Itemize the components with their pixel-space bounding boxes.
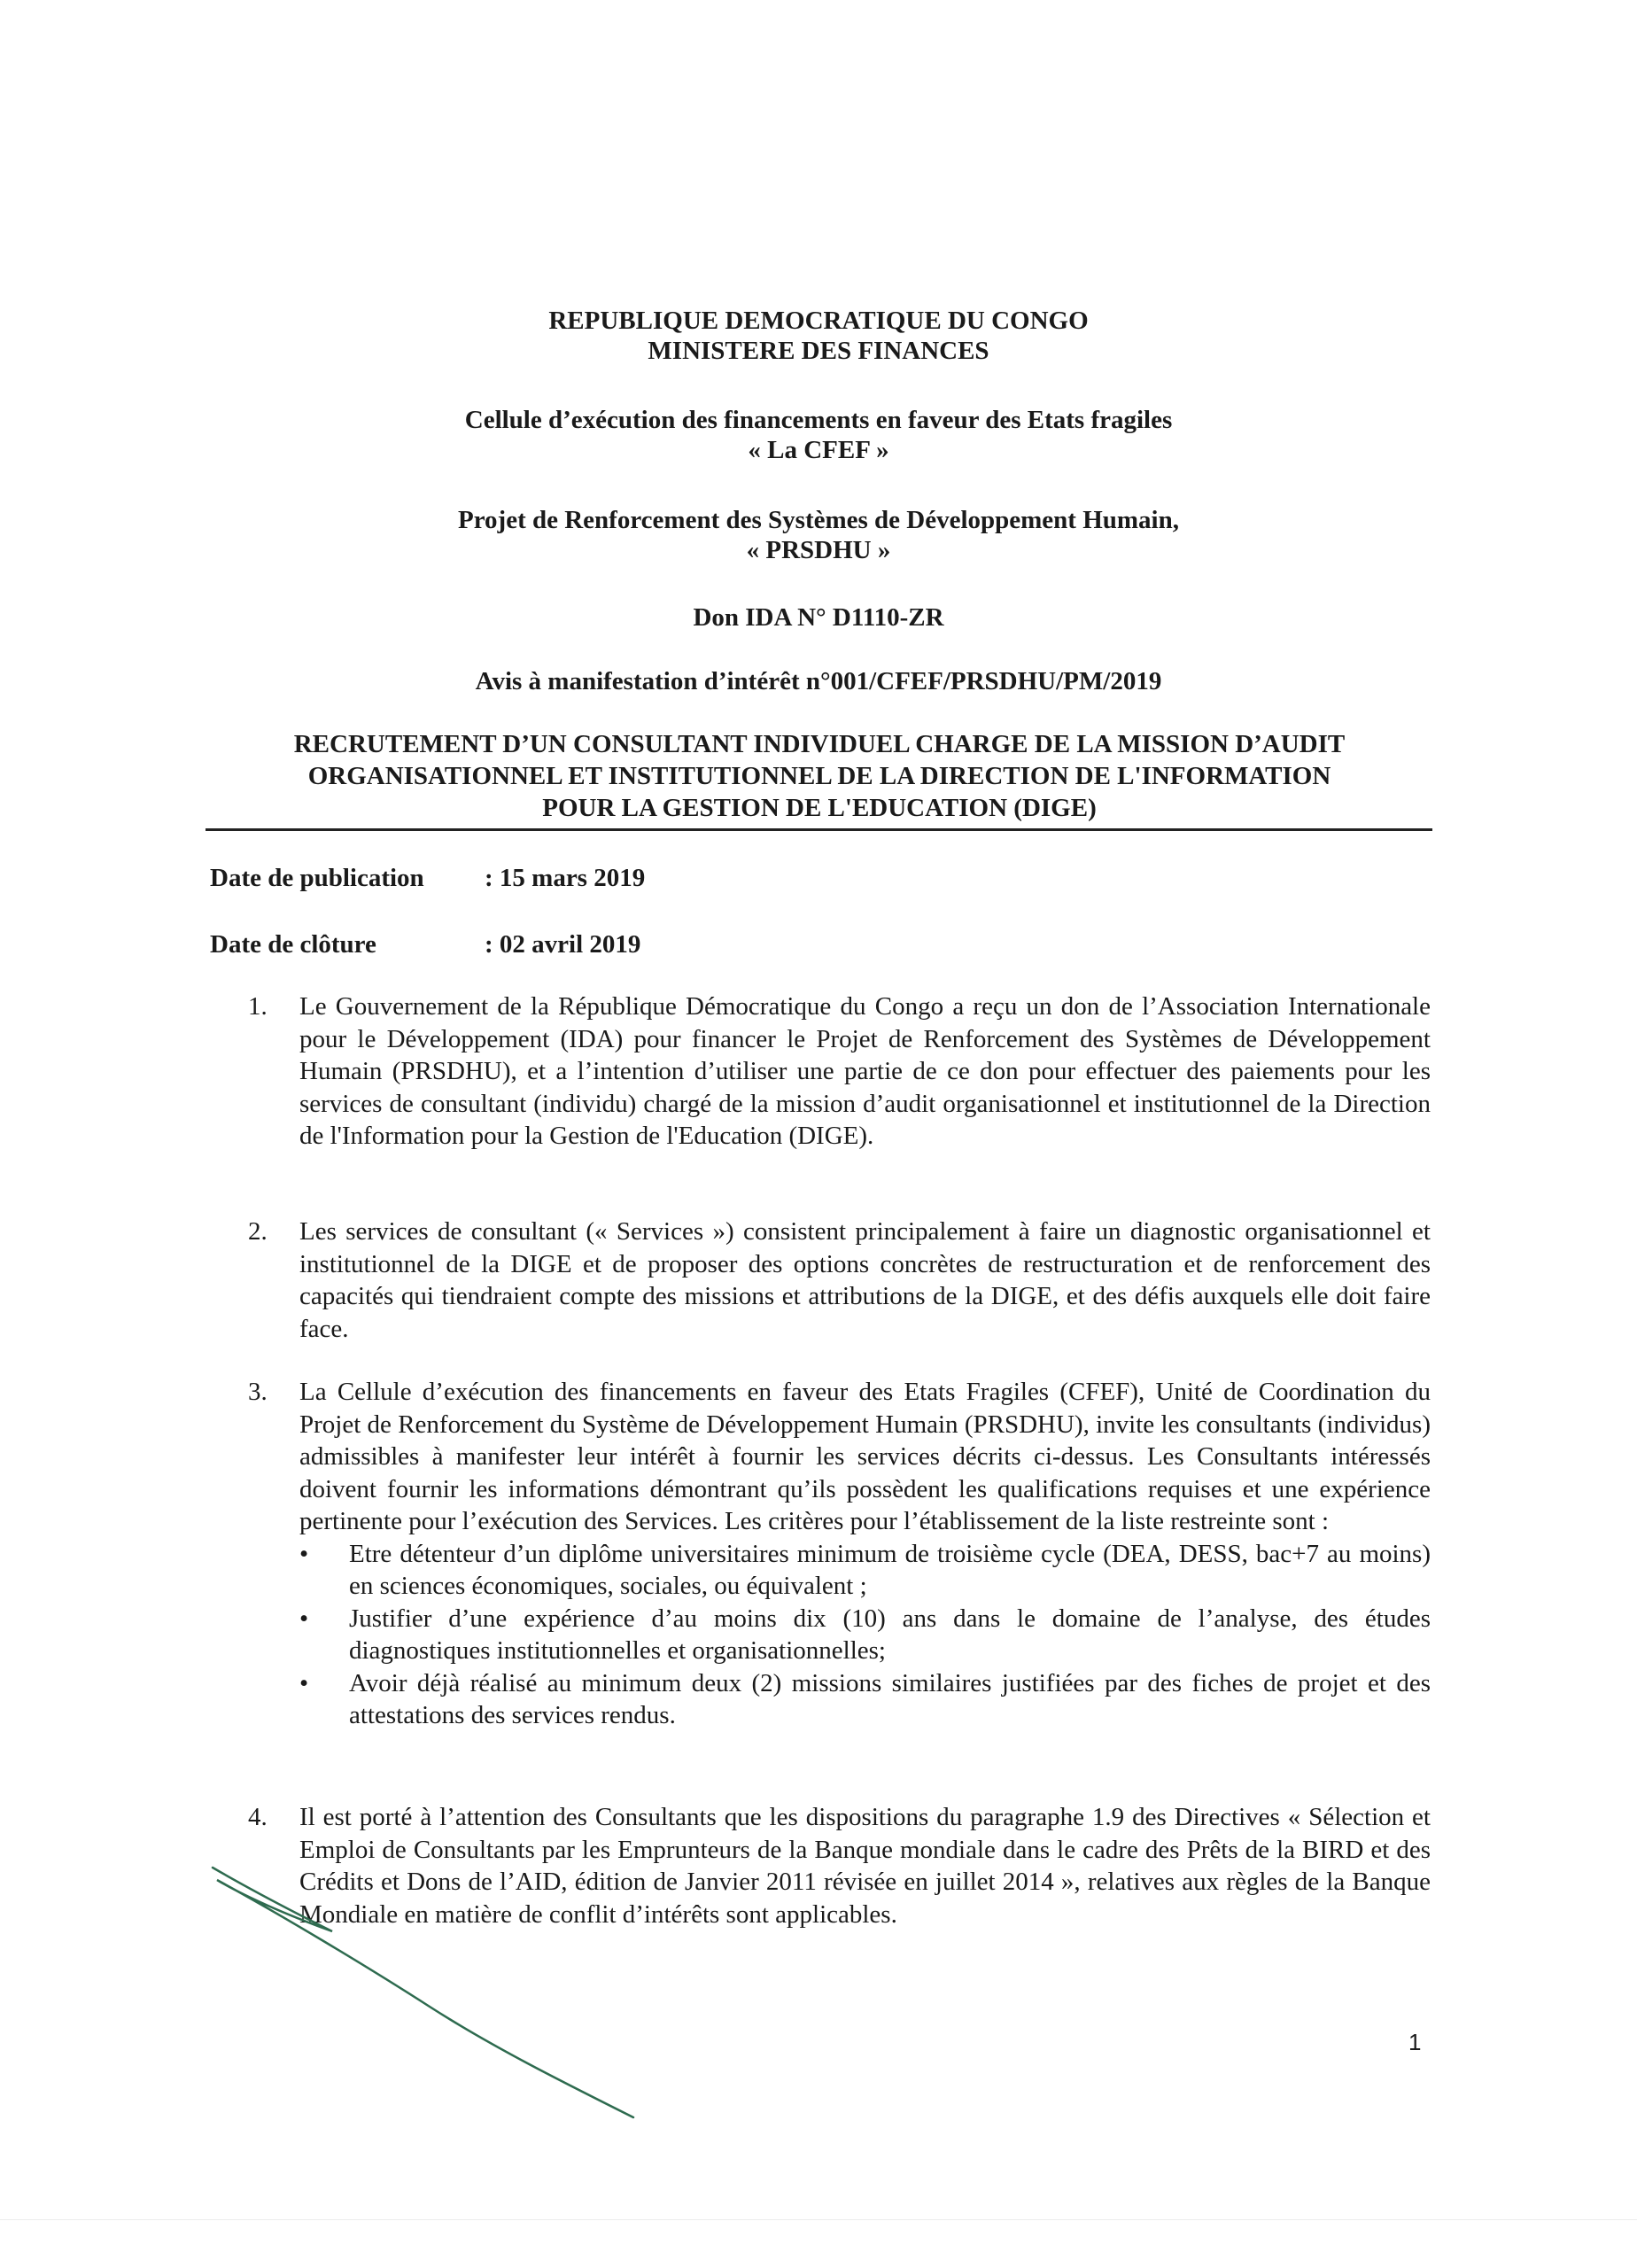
publication-date-value: : 15 mars 2019 [485, 864, 646, 892]
list-item-text: Avoir déjà réalisé au minimum deux (2) missions similaires justifiées par des fiches de projet et des attestations des services rendus. [349, 1668, 1431, 1729]
country-heading [0, 306, 1637, 366]
notice-reference: Avis à manifestation d’intérêt n°001/CFEF/PRSDHU/PM/2019 [475, 667, 1162, 695]
bullet-icon: • [299, 1604, 309, 1633]
list-item [299, 1667, 1431, 1732]
publication-date-row [210, 864, 645, 893]
list-item [299, 1538, 1431, 1603]
paragraph-3 [248, 1376, 1431, 1732]
paragraph-text: Le Gouvernement de la République Démocratique du Congo a reçu un don de l’Association Internationale pour le Développement (IDA) pour financer le Projet de Renforcement des Systèmes de Développement Humain (PRSDHU), et a l’intention d’utiliser une partie de ce don pour effectuer des paiements pour les services de consultant (individu) chargé de la mission d’audit organisationnel et institutionnel de la Direction de l'Information pour la Gestion de l'Education (DIGE). [299, 992, 1431, 1150]
title-line-3: POUR LA GESTION DE L'EDUCATION (DIGE) [542, 794, 1097, 822]
paragraph-number: 1. [248, 992, 268, 1021]
grant-number: Don IDA N° D1110-ZR [693, 603, 944, 632]
list-item-text: Justifier d’une expérience d’au moins dix (10) ans dans le domaine de l’analyse, des études diagnostiques institutionnelles et organisationnelles; [349, 1604, 1431, 1665]
paragraph-number: 3. [248, 1378, 268, 1406]
signature-mark [208, 1860, 669, 2126]
page-number: 1 [1408, 2029, 1422, 2055]
title-line-1: RECRUTEMENT D’UN CONSULTANT INDIVIDUEL CHARGE DE LA MISSION D’AUDIT [293, 730, 1346, 758]
paragraph-3-intro: La Cellule d’exécution des financements en faveur des Etats Fragiles (CFEF), Unité de Coordination du Projet de Renforcement du Système de Développement Humain (PRSDHU), invite les consultants (individus) admissibles à manifester leur intérêt à fournir les services décrits ci-dessus. Les Consultants intéressés doivent fournir les informations démontrant qu’ils possèdent les qualifications requises et une expérience pertinente pour l’exécution des Services. Les critères pour l’établissement de la liste restreinte sont : [299, 1378, 1431, 1535]
cell-acronym: « La CFEF » [748, 436, 889, 464]
ministry-line: MINISTERE DES FINANCES [648, 337, 989, 365]
title-line-2: ORGANISATIONNEL ET INSTITUTIONNEL DE LA DIRECTION DE L'INFORMATION [307, 762, 1331, 790]
publication-date-label: Date de publication [210, 864, 424, 892]
closing-date-label: Date de clôture [210, 930, 376, 959]
criteria-list [299, 1538, 1431, 1732]
signature-stroke [213, 1868, 633, 2117]
paragraph-1 [248, 990, 1431, 1153]
list-item [299, 1603, 1431, 1667]
paragraph-2 [248, 1216, 1431, 1345]
paragraph-text [299, 1376, 1431, 1732]
title-underline [206, 828, 1432, 831]
list-item-text: Etre détenteur d’un diplôme universitaires minimum de troisième cycle (DEA, DESS, bac+7 au moins) en sciences économiques, sociales, ou équivalent ; [349, 1539, 1431, 1600]
project-line: Projet de Renforcement des Systèmes de Développement Humain, [457, 506, 1179, 534]
scan-edge [0, 2219, 1637, 2220]
project-acronym: « PRSDHU » [746, 536, 891, 564]
closing-date-value: : 02 avril 2019 [485, 930, 641, 959]
paragraph-text: Les services de consultant (« Services ») consistent principalement à faire un diagnostic organisationnel et institutionnel de la DIGE et de proposer des options concrètes de restructuration et de renforcement des capacités qui tiendraient compte des missions et attributions de la DIGE, et des défis auxquels elle doit faire face. [299, 1217, 1431, 1343]
cell-heading [0, 405, 1637, 465]
bullet-icon: • [299, 1539, 309, 1568]
paragraph-number: 2. [248, 1217, 268, 1246]
paragraph-number: 4. [248, 1803, 268, 1831]
closing-date-row [210, 930, 640, 959]
project-heading [0, 505, 1637, 565]
cell-line: Cellule d’exécution des financements en faveur des Etats fragiles [464, 406, 1173, 434]
paragraph-text: Il est porté à l’attention des Consultants que les dispositions du paragraphe 1.9 des Directives « Sélection et Emploi de Consultants par les Emprunteurs de la Banque mondiale dans le cadre des Prêts de la BIRD et des Crédits et Dons de l’AID, édition de Janvier 2011 révisée en juillet 2014 », relatives aux règles de la Banque Mondiale en matière de conflit d’intérêts sont applicables. [299, 1803, 1431, 1929]
bullet-icon: • [299, 1668, 309, 1697]
document-title [204, 728, 1435, 824]
country-line: REPUBLIQUE DEMOCRATIQUE DU CONGO [548, 307, 1089, 335]
